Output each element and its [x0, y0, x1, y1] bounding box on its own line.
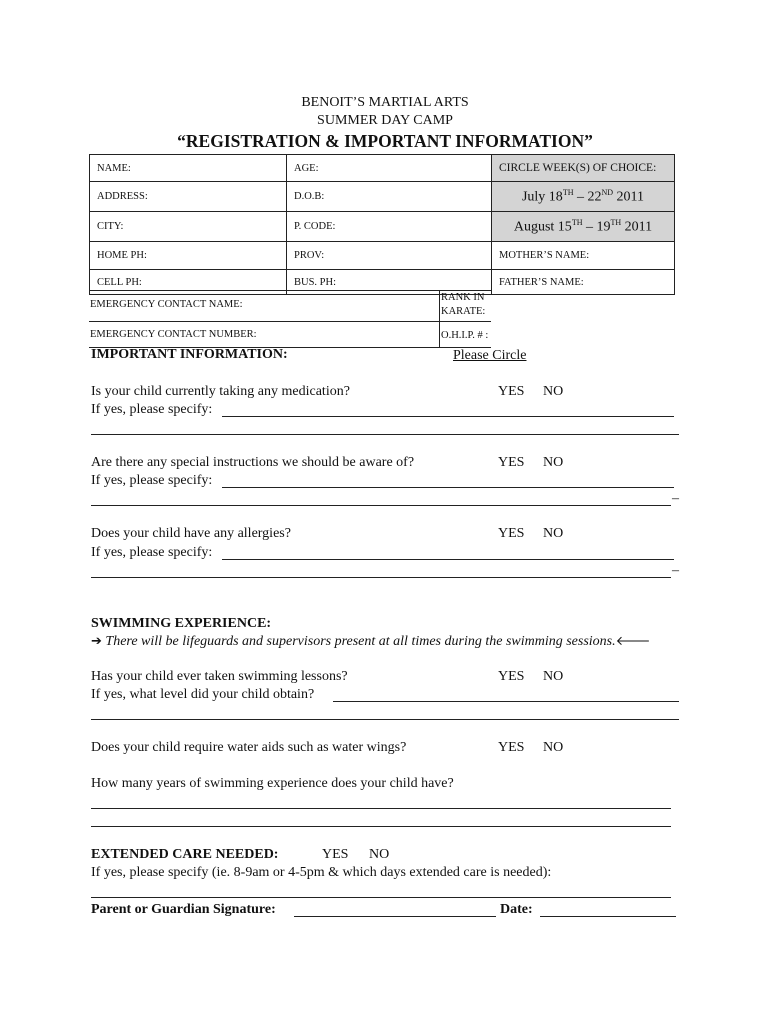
extended-care-no[interactable]: NO [369, 847, 390, 862]
allergies-question: Does your child have any allergies? [91, 526, 291, 541]
please-circle-label: Please Circle [453, 348, 527, 363]
extended-care-line[interactable] [91, 897, 671, 898]
business-phone-field[interactable]: BUS. PH: [287, 270, 492, 295]
ohip-field[interactable]: O.H.I.P. # : [441, 330, 489, 341]
swimming-note: ➔ There will be lifeguards and supervisors present at all times during the swimming sessions.🡐 [91, 634, 651, 649]
swim-level-label: If yes, what level did your child obtain? [91, 687, 315, 702]
water-aids-yes[interactable]: YES [498, 740, 525, 755]
circle-week-label: CIRCLE WEEK(S) OF CHOICE: [492, 155, 675, 182]
cell-phone-field[interactable]: CELL PH: [90, 270, 287, 295]
special-instructions-specify-line[interactable] [222, 487, 674, 488]
page-title: “REGISTRATION & IMPORTANT INFORMATION” [177, 131, 593, 151]
medication-yes[interactable]: YES [498, 384, 525, 399]
swim-lessons-yes[interactable]: YES [498, 669, 525, 684]
dob-field[interactable]: D.O.B: [287, 182, 492, 212]
special-instructions-no[interactable]: NO [543, 455, 564, 470]
water-aids-question: Does your child require water aids such as water wings? [91, 740, 407, 755]
age-field[interactable]: AGE: [287, 155, 492, 182]
city-field[interactable]: CITY: [90, 212, 287, 242]
special-instructions-yes[interactable]: YES [498, 455, 525, 470]
allergies-dash: – [672, 563, 679, 578]
registration-table [89, 154, 675, 295]
special-instructions-dash: – [672, 491, 679, 506]
emergency-section [89, 290, 491, 348]
extended-care-yes[interactable]: YES [322, 847, 349, 862]
extended-care-heading: EXTENDED CARE NEEDED: [91, 847, 279, 862]
important-heading: IMPORTANT INFORMATION: [91, 347, 288, 362]
special-instructions-specify-label: If yes, please specify: [91, 473, 213, 488]
allergies-specify-label: If yes, please specify: [91, 545, 213, 560]
signature-line[interactable] [294, 916, 496, 917]
header-line-1: BENOIT’S MARTIAL ARTS [301, 95, 469, 110]
medication-specify-label: If yes, please specify: [91, 402, 213, 417]
medication-question: Is your child currently taking any medication? [91, 384, 350, 399]
week-option-august[interactable]: August 15TH – 19TH 2011 [492, 212, 675, 242]
emergency-name-field[interactable]: EMERGENCY CONTACT NAME: [90, 299, 243, 310]
date-label: Date: [500, 902, 533, 917]
allergies-no[interactable]: NO [543, 526, 564, 541]
emergency-number-field[interactable]: EMERGENCY CONTACT NUMBER: [90, 329, 257, 340]
swim-level-line[interactable] [333, 701, 679, 702]
mother-name-field[interactable]: MOTHER’S NAME: [492, 242, 675, 270]
date-line[interactable] [540, 916, 676, 917]
header-line-2: SUMMER DAY CAMP [317, 113, 453, 128]
name-field[interactable]: NAME: [90, 155, 287, 182]
swimming-heading: SWIMMING EXPERIENCE: [91, 616, 272, 631]
swim-lessons-no[interactable]: NO [543, 669, 564, 684]
swim-years-question: How many years of swimming experience does your child have? [91, 776, 454, 791]
special-instructions-question: Are there any special instructions we should be aware of? [91, 455, 415, 470]
home-phone-field[interactable]: HOME PH: [90, 242, 287, 270]
swim-level-extra-line[interactable] [91, 719, 679, 720]
water-aids-no[interactable]: NO [543, 740, 564, 755]
special-instructions-extra-line[interactable] [91, 505, 671, 506]
allergies-yes[interactable]: YES [498, 526, 525, 541]
arrow-right-icon: ➔ [91, 634, 102, 649]
week-option-july[interactable]: July 18TH – 22ND 2011 [492, 182, 675, 212]
postal-code-field[interactable]: P. CODE: [287, 212, 492, 242]
address-field[interactable]: ADDRESS: [90, 182, 287, 212]
allergies-specify-line[interactable] [222, 559, 674, 560]
arrow-left-icon: 🡐 [615, 634, 651, 649]
medication-no[interactable]: NO [543, 384, 564, 399]
swim-lessons-question: Has your child ever taken swimming lessons? [91, 669, 348, 684]
allergies-extra-line[interactable] [91, 577, 671, 578]
medication-extra-line[interactable] [91, 434, 679, 435]
medication-specify-line[interactable] [222, 416, 674, 417]
swim-years-line-1[interactable] [91, 808, 671, 809]
province-field[interactable]: PROV: [287, 242, 492, 270]
rank-karate-field[interactable]: RANK IN KARATE: [441, 292, 486, 317]
father-name-field[interactable]: FATHER’S NAME: [492, 270, 675, 295]
swim-years-line-2[interactable] [91, 826, 671, 827]
extended-care-specify-label: If yes, please specify (ie. 8-9am or 4-5pm & which days extended care is needed): [91, 865, 552, 880]
signature-label: Parent or Guardian Signature: [91, 902, 276, 917]
